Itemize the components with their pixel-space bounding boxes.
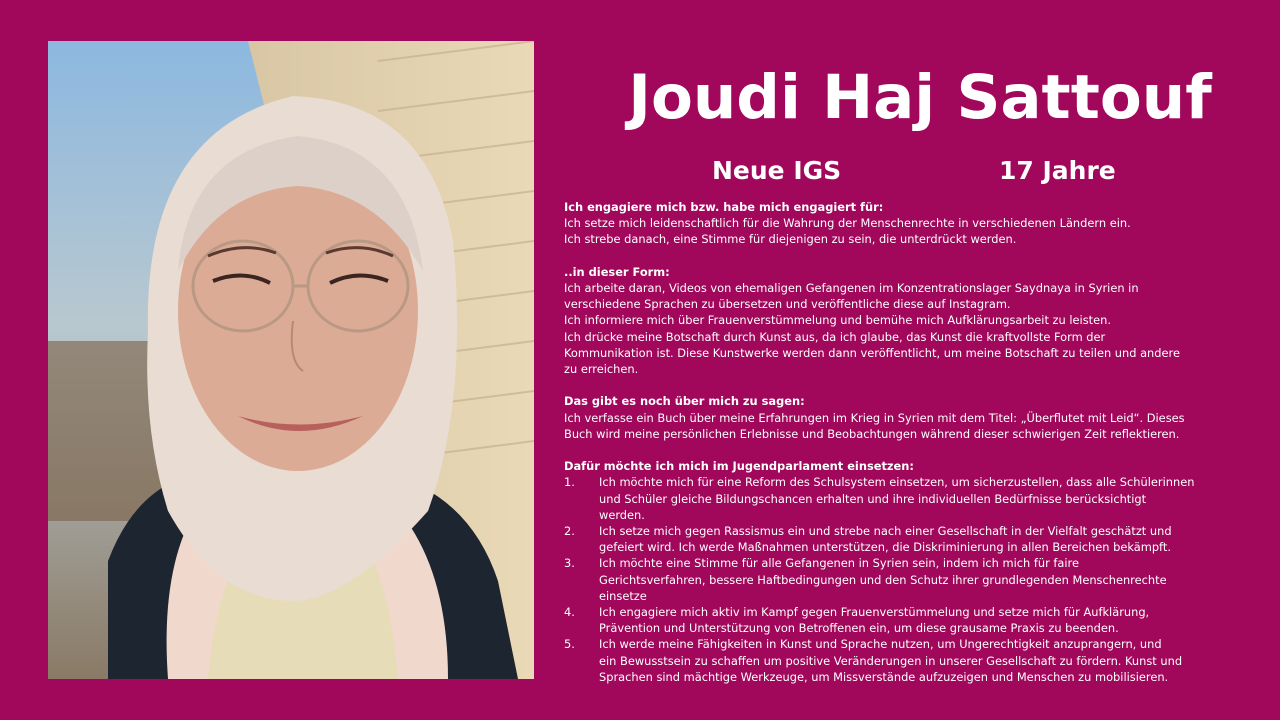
list-number: 5.	[564, 637, 575, 652]
text-line: verschiedene Sprachen zu übersetzen und veröffentliche diese auf Instagram.	[564, 297, 1011, 312]
text-line: Ich strebe danach, eine Stimme für diejenigen zu sein, die unterdrückt werden.	[564, 232, 1017, 247]
text-line: werden.	[599, 507, 645, 522]
age-label: 17 Jahre	[999, 156, 1116, 185]
text-line: zu erreichen.	[564, 362, 639, 377]
list-item	[564, 636, 1264, 685]
text-line: ein Bewusstsein zu schaffen um positive Veränderungen in unserer Gesellschaft zu fördern. Kunst und	[599, 653, 1183, 668]
list-number: 4.	[564, 605, 575, 620]
text-line: Ich möchte mich für eine Reform des Schulsystem einsetzen, um sicherzustellen, dass alle Schülerinnen	[599, 475, 1195, 490]
text-line: Buch wird meine persönlichen Erlebnisse und Beobachtungen während dieser schwierigen Zeit reflektieren.	[564, 426, 1180, 441]
person-name: Joudi Haj Sattouf	[628, 62, 1212, 133]
list-item	[564, 555, 1264, 604]
text-line: Ich möchte eine Stimme für alle Gefangenen in Syrien sein, indem ich mich für faire	[599, 556, 1079, 571]
text-line: gefeiert wird. Ich werde Maßnahmen unterstützen, die Diskriminierung in allen Bereichen bekämpft.	[599, 540, 1171, 555]
portrait-photo	[48, 41, 534, 679]
school-label: Neue IGS	[712, 156, 842, 185]
section-heading: Dafür möchte ich mich im Jugendparlament einsetzen:	[564, 459, 914, 474]
text-line: Ich setze mich leidenschaftlich für die Wahrung der Menschenrechte in verschiedenen Ländern ein.	[564, 216, 1131, 231]
list-item	[564, 604, 1264, 636]
text-line: Ich informiere mich über Frauenverstümmelung und bemühe mich Aufklärungsarbeit zu leisten.	[564, 313, 1111, 328]
list-number: 1.	[564, 475, 575, 490]
text-line: Ich drücke meine Botschaft durch Kunst aus, da ich glaube, das Kunst die kraftvollste Form der	[564, 329, 1106, 344]
text-line: Ich werde meine Fähigkeiten in Kunst und Sprache nutzen, um Ungerechtigkeit anzuprangern, und	[599, 637, 1162, 652]
text-line: Ich arbeite daran, Videos von ehemaligen Gefangenen im Konzentrationslager Saydnaya in Syrien in	[564, 281, 1139, 295]
text-line: Ich engagiere mich aktiv im Kampf gegen Frauenverstümmelung und setze mich für Aufklärung,	[599, 605, 1150, 620]
list-item	[564, 523, 1264, 555]
section-heading: Ich engagiere mich bzw. habe mich engagiert für:	[564, 200, 884, 214]
list-number: 2.	[564, 524, 575, 539]
text-line: Gerichtsverfahren, bessere Haftbedingungen und den Schutz ihrer grundlegenden Menschenrechte	[599, 572, 1167, 587]
text-line: Kommunikation ist. Diese Kunstwerke werden dann veröffentlicht, um meine Botschaft zu teilen und andere	[564, 345, 1180, 360]
list-item	[564, 474, 1264, 523]
text-line: einsetze	[599, 588, 647, 603]
text-line: Ich verfasse ein Buch über meine Erfahrungen im Krieg in Syrien mit dem Titel: „Überflutet mit Leid“. Dieses	[564, 410, 1185, 425]
goals-list	[564, 474, 1264, 685]
text-line: Ich setze mich gegen Rassismus ein und strebe nach einer Gesellschaft in der Vielfalt geschätzt und	[599, 524, 1172, 539]
text-line: Prävention und Unterstützung von Betroffenen ein, um diese grausame Praxis zu beenden.	[599, 621, 1119, 636]
profile-text	[564, 199, 1264, 685]
list-number: 3.	[564, 556, 575, 571]
text-line: Sprachen sind mächtige Werkzeuge, um Missverstände aufzuzeigen und Menschen zu mobilisieren.	[599, 669, 1169, 684]
portrait-photo-icon	[48, 41, 534, 679]
section-heading: Das gibt es noch über mich zu sagen:	[564, 394, 805, 409]
section-heading: ..in dieser Form:	[564, 264, 670, 279]
text-line: und Schüler gleiche Bildungschancen erhalten und ihre individuellen Bedürfnisse berücksichtigt	[599, 491, 1147, 506]
